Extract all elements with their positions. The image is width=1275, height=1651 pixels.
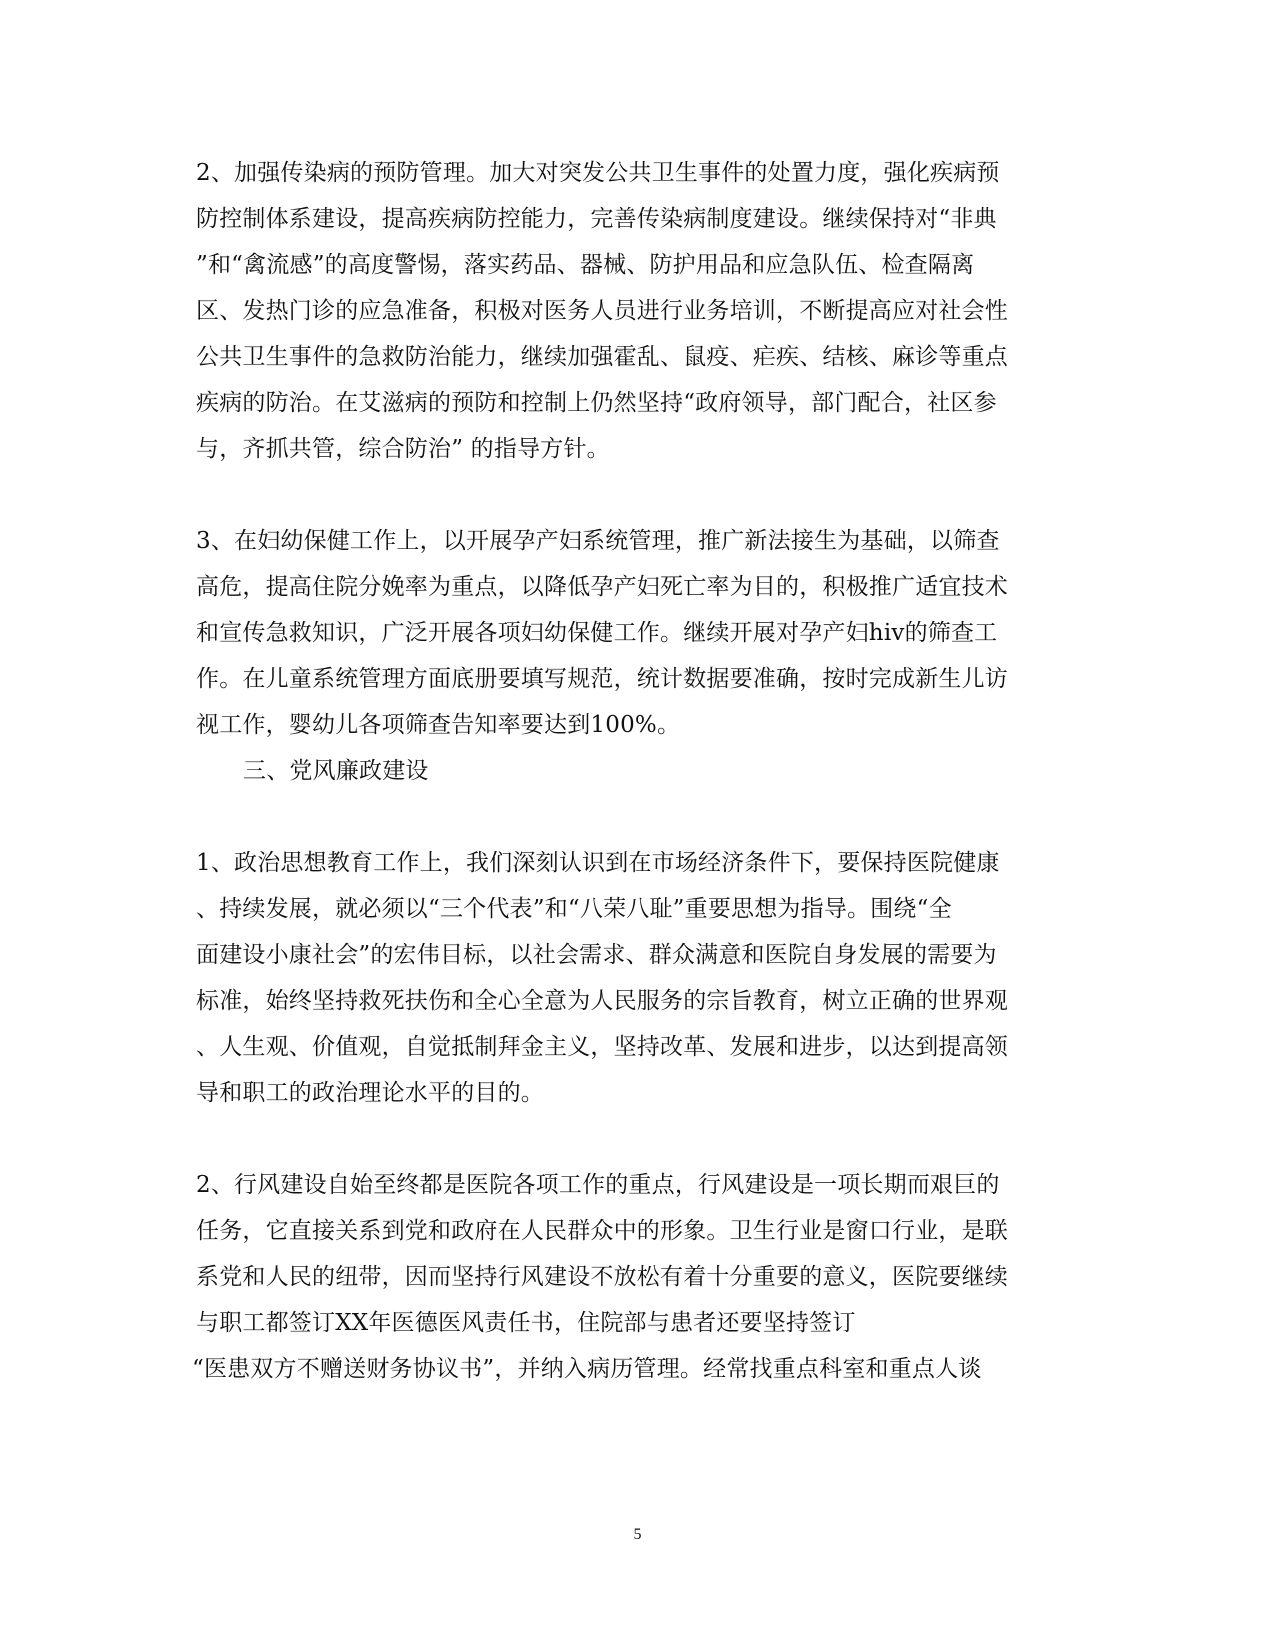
paragraph-2-line-4: 作。在儿童系统管理方面底册要填写规范，统计数据要准确，按时完成新生儿访: [196, 666, 1008, 692]
paragraph-4-line-5: “医患双方不赠送财务协议书”，并纳入病历管理。经常找重点科室和重点人谈: [192, 1356, 982, 1382]
paragraph-1-line-3: ”和“禽流感”的高度警惕，落实药品、器械、防护用品和应急队伍、检查隔离: [196, 252, 975, 278]
paragraph-1-line-1: 2、加强传染病的预防管理。加大对突发公共卫生事件的处置力度，强化疾病预: [196, 160, 1000, 186]
paragraph-1-line-4: 区、发热门诊的应急准备，积极对医务人员进行业务培训，不断提高应对社会性: [196, 298, 1008, 324]
paragraph-1-line-7: 与，齐抓共管，综合防治” 的指导方针。: [196, 436, 610, 462]
paragraph-3-line-4: 标准，始终坚持救死扶伤和全心全意为人民服务的宗旨教育，树立正确的世界观: [196, 988, 1008, 1014]
paragraph-3-line-1: 1、政治思想教育工作上，我们深刻认识到在市场经济条件下，要保持医院健康: [196, 850, 1000, 876]
paragraph-3-line-2: 、持续发展，就必须以“三个代表”和“八荣八耻”重要思想为指导。围绕“全: [196, 896, 952, 922]
paragraph-2-line-1: 3、在妇幼保健工作上，以开展孕产妇系统管理，推广新法接生为基础，以筛查: [196, 528, 1000, 554]
paragraph-4-line-4: 与职工都签订XX年医德医风责任书，住院部与患者还要坚持签订: [196, 1310, 856, 1336]
paragraph-4-line-3: 系党和人民的纽带，因而坚持行风建设不放松有着十分重要的意义，医院要继续: [196, 1264, 1008, 1290]
section-heading: 三、党风廉政建设: [243, 758, 429, 784]
paragraph-2-line-2: 高危，提高住院分娩率为重点，以降低孕产妇死亡率为目的，积极推广适宜技术: [196, 574, 1008, 600]
paragraph-1-line-2: 防控制体系建设，提高疾病防控能力，完善传染病制度建设。继续保持对“非典: [196, 206, 997, 232]
paragraph-1-line-6: 疾病的防治。在艾滋病的预防和控制上仍然坚持“政府领导，部门配合，社区参: [196, 390, 997, 416]
paragraph-2-line-3: 和宣传急救知识，广泛开展各项妇幼保健工作。继续开展对孕产妇hiv的筛查工: [196, 620, 998, 646]
page-number: 5: [633, 1526, 642, 1543]
paragraph-4-line-2: 任务，它直接关系到党和政府在人民群众中的形象。卫生行业是窗口行业，是联: [196, 1218, 1008, 1244]
paragraph-3-line-5: 、人生观、价值观，自觉抵制拜金主义，坚持改革、发展和进步，以达到提高领: [196, 1034, 1008, 1060]
paragraph-2-line-5: 视工作，婴幼儿各项筛查告知率要达到100%。: [196, 712, 681, 738]
paragraph-3-line-3: 面建设小康社会”的宏伟目标，以社会需求、群众满意和医院自身发展的需要为: [196, 942, 997, 968]
paragraph-1-line-5: 公共卫生事件的急救防治能力，继续加强霍乱、鼠疫、疟疾、结核、麻诊等重点: [196, 344, 1008, 370]
paragraph-4-line-1: 2、行风建设自始至终都是医院各项工作的重点，行风建设是一项长期而艰巨的: [196, 1172, 1000, 1198]
paragraph-3-line-6: 导和职工的政治理论水平的目的。: [196, 1080, 544, 1106]
